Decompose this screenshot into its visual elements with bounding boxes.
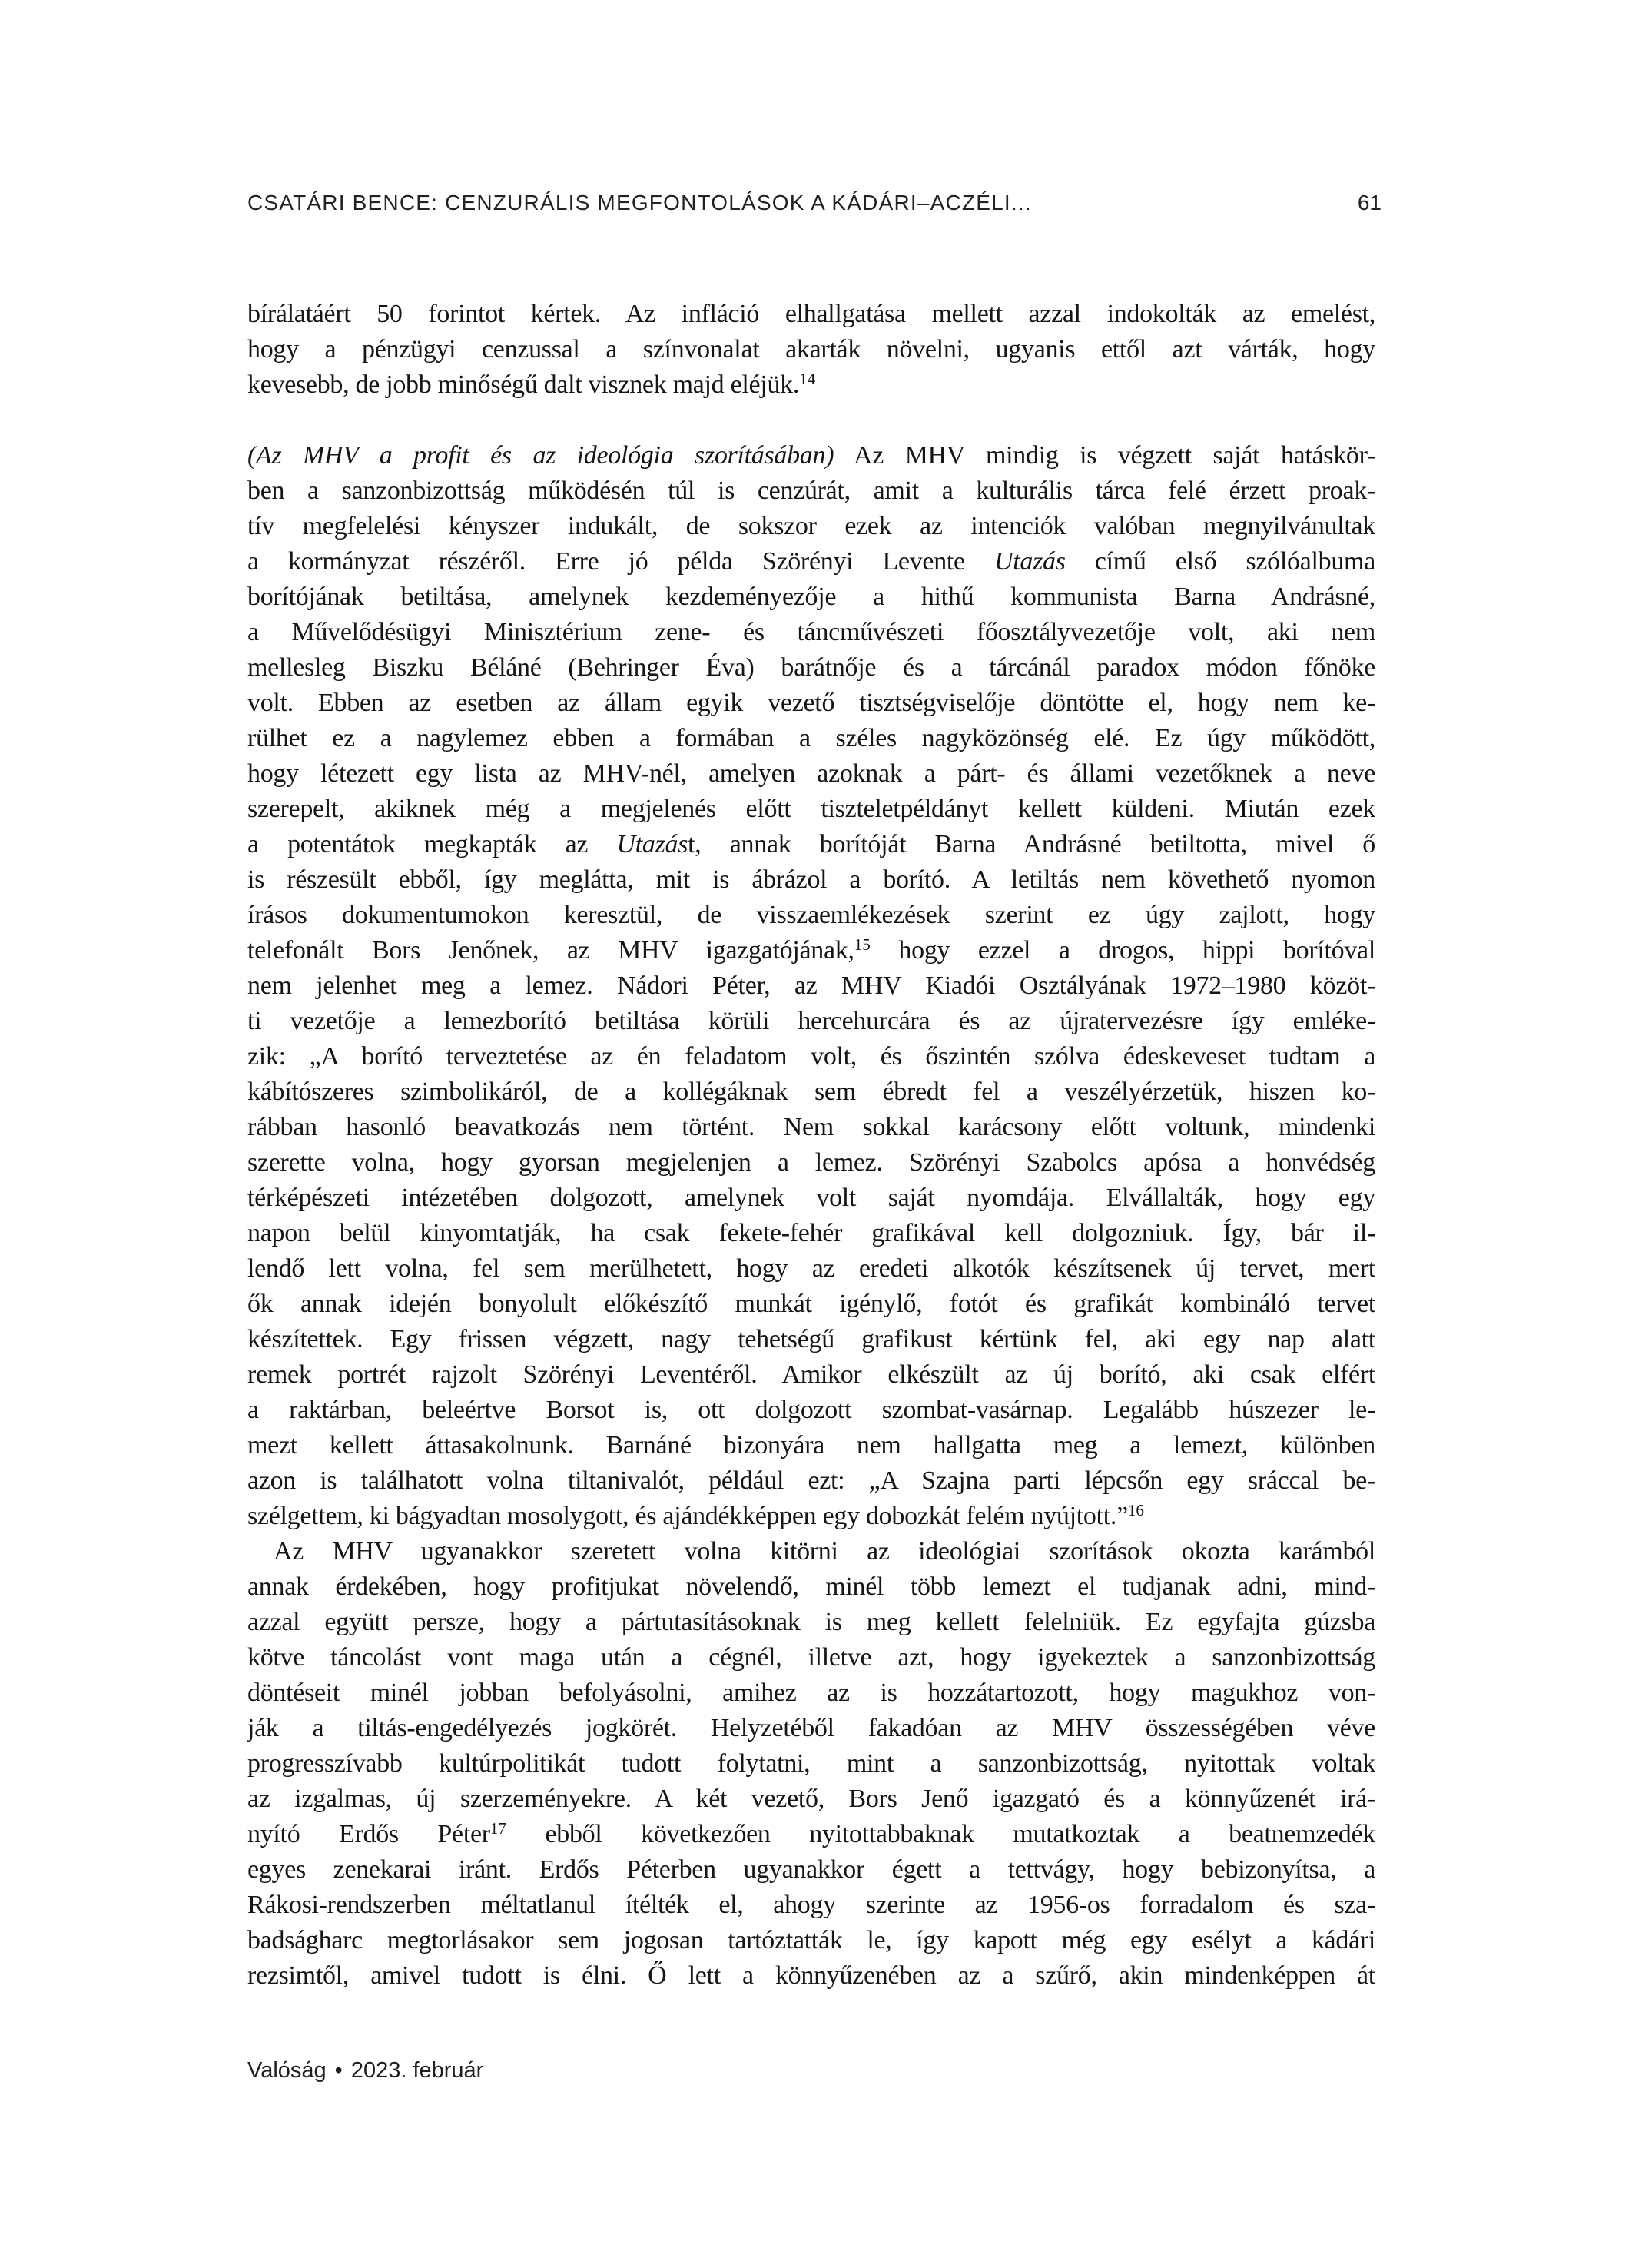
text-line [247, 792, 1375, 827]
text-segment: nyító Erdős Péter [247, 1820, 490, 1848]
text-line [247, 1039, 1375, 1074]
text-segment: is részesült ebből, így meglátta, mit is ábrázol a borító. A letiltás nem követhető nyomon [247, 865, 1375, 894]
footnote-reference: 15 [854, 935, 871, 955]
text-line [247, 297, 1375, 332]
text-segment: (Az MHV a profit és az ideológia szorításában) [247, 441, 834, 470]
text-segment: szerette volna, hogy gyorsan megjelenjen a lemez. Szörényi Szabolcs apósa a honvédség [247, 1148, 1375, 1177]
text-line [247, 1569, 1375, 1605]
text-segment: azon is találhatott volna tiltanivalót, például ezt: „A Szajna parti lépcsőn egy sráccal be- [247, 1466, 1375, 1495]
text-line [247, 1145, 1375, 1180]
text-line [247, 1357, 1375, 1393]
text-line [247, 862, 1375, 898]
text-line [247, 1004, 1375, 1039]
text-segment: a raktárban, beleértve Borsot is, ott dolgozott szombat-vasárnap. Legalább húszezer le- [247, 1396, 1375, 1424]
text-line [247, 1074, 1375, 1110]
text-line [247, 1605, 1375, 1640]
text-segment: írásos dokumentumokon keresztül, de visszaemlékezések szerint ez úgy zajlott, hogy [247, 901, 1375, 929]
page-header [247, 191, 1382, 215]
text-line [247, 1499, 1375, 1534]
issue-date: 2023. február [350, 2058, 484, 2083]
text-line [247, 1852, 1375, 1888]
text-line [247, 332, 1375, 367]
text-line [247, 898, 1375, 933]
text-segment: Utazás [616, 830, 688, 858]
page-number: 61 [1357, 191, 1382, 214]
text-line [247, 650, 1375, 686]
text-segment: napon belül kinyomtatják, ha csak fekete-fehér grafikával kell dolgozniuk. Így, bár il- [247, 1219, 1375, 1247]
text-line [247, 1216, 1375, 1251]
text-line [247, 933, 1375, 968]
text-segment: rülhet ez a nagylemez ebben a formában a széles nagyközönség elé. Ez úgy működött, [247, 724, 1375, 752]
text-line [247, 756, 1375, 792]
text-segment: a potentátok megkapták az [247, 830, 617, 858]
text-segment: remek portrét rajzolt Szörényi Leventéről. Amikor elkészült az új borító, aki csak elfért [247, 1360, 1375, 1389]
text-segment: borítójának betiltása, amelynek kezdeményezője a hithű kommunista Barna Andrásné, [247, 583, 1375, 611]
paragraph [247, 1534, 1375, 1994]
text-line [247, 686, 1375, 721]
text-segment: kevesebb, de jobb minőségű dalt visznek majd eléjük. [247, 370, 800, 399]
text-segment: mezt kellett áttasakolnunk. Barnáné bizonyára nem hallgatta meg a lemezt, különben [247, 1431, 1375, 1459]
text-segment: című első szólóalbuma [1065, 547, 1375, 576]
text-line [247, 1251, 1375, 1287]
text-line [247, 1746, 1375, 1782]
text-segment: t, annak borítóját Barna Andrásné betiltotta, mivel ő [688, 830, 1375, 858]
text-line [247, 1675, 1375, 1711]
text-segment: mellesleg Biszku Béláné (Behringer Éva) barátnője és a tárcánál paradox módon főnöke [247, 653, 1375, 682]
text-line [247, 827, 1375, 862]
text-segment: bírálatáért 50 forintot kértek. Az infláció elhallgatása mellett azzal indokolták az emelést, [247, 300, 1375, 328]
text-line [247, 615, 1375, 650]
text-segment: volt. Ebben az esetben az állam egyik vezető tisztségviselője döntötte el, hogy nem ke- [247, 689, 1375, 717]
text-segment: döntéseit minél jobban befolyásolni, amihez az is hozzátartozott, hogy magukhoz von- [247, 1679, 1375, 1707]
text-segment: Rákosi-rendszerben méltatlanul ítélték el, ahogy szerinte az 1956-os forradalom és sza- [247, 1891, 1375, 1919]
text-segment: ben a sanzonbizottság működésén túl is cenzúrát, amit a kulturális tárca felé érzett proak- [247, 477, 1375, 505]
text-line [247, 509, 1375, 544]
text-segment: egyes zenekarai iránt. Erdős Péterben ugyanakkor égett a tettvágy, hogy bebizonyítsa, a [247, 1855, 1375, 1884]
text-line [247, 1180, 1375, 1216]
text-segment: hogy ezzel a drogos, hippi borítóval [870, 936, 1375, 965]
text-segment: badságharc megtorlásakor sem jogosan tartóztatták le, így kapott még egy esélyt a kádári [247, 1926, 1375, 1954]
text-segment: rábban hasonló beavatkozás nem történt. Nem sokkal karácsony előtt voltunk, mindenki [247, 1113, 1375, 1141]
journal-name: Valóság [247, 2058, 327, 2083]
footnote-reference: 14 [799, 370, 816, 389]
text-segment: Az MHV mindig is végzett saját hatáskör- [834, 441, 1375, 470]
text-line [247, 438, 1375, 473]
text-line [247, 1782, 1375, 1817]
text-segment: azzal együtt persze, hogy a pártutasításoknak is meg kellett felelniük. Ez egyfajta gúzsba [247, 1608, 1375, 1636]
text-segment: a kormányzat részéről. Erre jó példa Szörényi Levente [247, 547, 994, 576]
text-segment: szélgettem, ki bágyadtan mosolygott, és ajándékképpen egy dobozkát felém nyújtott.” [247, 1502, 1128, 1530]
paragraph [247, 297, 1375, 403]
text-segment: a Művelődésügyi Minisztérium zene- és táncművészeti főosztályvezetője volt, aki nem [247, 618, 1375, 646]
text-segment: lendő lett volna, fel sem merülhetett, hogy az eredeti alkotók készítsenek új tervet, mert [247, 1254, 1375, 1283]
text-line [247, 1817, 1375, 1852]
text-line [247, 1287, 1375, 1322]
text-line [247, 473, 1375, 509]
text-line [247, 1393, 1375, 1428]
text-segment: progresszívabb kultúrpolitikát tudott folytatni, mint a sanzonbizottság, nyitottak voltak [247, 1749, 1375, 1778]
text-line [247, 1711, 1375, 1746]
text-segment: telefonált Bors Jenőnek, az MHV igazgatójának, [247, 936, 854, 965]
text-segment: ebből következően nyitottabbaknak mutatkoztak a beatnemzedék [506, 1820, 1375, 1848]
text-line [247, 1110, 1375, 1145]
text-segment: hogy a pénzügyi cenzussal a színvonalat akarták növelni, ugyanis ettől azt várták, hogy [247, 335, 1375, 364]
text-line [247, 1958, 1375, 1994]
text-segment: Az MHV ugyanakkor szeretett volna kitörni az ideológiai szorítások okozta karámból [274, 1537, 1375, 1566]
page-body [247, 297, 1375, 1994]
text-line [247, 544, 1375, 579]
text-segment: tív megfelelési kényszer indukált, de sokszor ezek az intenciók valóban megnyilvánultak [247, 512, 1375, 540]
text-segment: készítettek. Egy frissen végzett, nagy tehetségű grafikust kértünk fel, aki egy nap alatt [247, 1325, 1375, 1353]
text-segment: kábítószeres szimbolikáról, de a kollégáknak sem ébredt fel a veszélyérzetük, hiszen ko- [247, 1078, 1375, 1106]
footnote-reference: 17 [489, 1819, 506, 1838]
text-line [247, 1640, 1375, 1675]
text-line [247, 1428, 1375, 1463]
text-segment: nem jelenhet meg a lemez. Nádori Péter, az MHV Kiadói Osztályának 1972–1980 közöt- [247, 971, 1375, 1000]
text-segment: annak érdekében, hogy profitjukat növelendő, minél több lemezt el tudjanak adni, mind- [247, 1572, 1375, 1601]
page-footer [247, 2058, 483, 2084]
paragraph [247, 438, 1375, 1534]
text-line [247, 1534, 1375, 1569]
text-line [247, 968, 1375, 1004]
text-segment: ők annak idején bonyolult előkészítő munkát igénylő, fotót és grafikát kombináló tervet [247, 1290, 1375, 1318]
text-segment: rezsimtől, amivel tudott is élni. Ő lett a könnyűzenében az a szűrő, akin mindenképpen át [247, 1961, 1375, 1990]
footnote-reference: 16 [1127, 1501, 1144, 1520]
text-segment: zik: „A borító terveztetése az én feladatom volt, és őszintén szólva édeskeveset tudtam a [247, 1042, 1375, 1071]
text-segment: térképészeti intézetében dolgozott, amelynek volt saját nyomdája. Elvállalták, hogy egy [247, 1184, 1375, 1212]
text-line [247, 1463, 1375, 1499]
text-segment: ják a tiltás-engedélyezés jogkörét. Helyzetéből fakadóan az MHV összességében véve [247, 1714, 1375, 1742]
text-line [247, 1322, 1375, 1357]
text-segment: Utazás [993, 547, 1066, 576]
bullet-separator-icon: • [334, 2058, 343, 2083]
text-segment: hogy létezett egy lista az MHV-nél, amelyen azoknak a párt- és állami vezetőknek a neve [247, 759, 1375, 788]
text-line [247, 1888, 1375, 1923]
text-segment: kötve táncolást vont maga után a cégnél, illetve azt, hogy igyekeztek a sanzonbizottság [247, 1643, 1375, 1672]
text-line [247, 579, 1375, 615]
text-line [247, 367, 1375, 403]
text-segment: az izgalmas, új szerzeményekre. A két vezető, Bors Jenő igazgató és a könnyűzenét irá- [247, 1785, 1375, 1813]
text-segment: szerepelt, akiknek még a megjelenés előtt tiszteletpéldányt kellett küldeni. Miután ezek [247, 795, 1375, 823]
text-segment: ti vezetője a lemezborító betiltása körüli hercehurcára és az újratervezésre így emléke- [247, 1007, 1375, 1035]
running-header-title: CSATÁRI BENCE: CENZURÁLIS MEGFONTOLÁSOK A KÁDÁRI–ACZÉLI... [247, 191, 1032, 214]
text-line [247, 1923, 1375, 1958]
text-line [247, 721, 1375, 756]
